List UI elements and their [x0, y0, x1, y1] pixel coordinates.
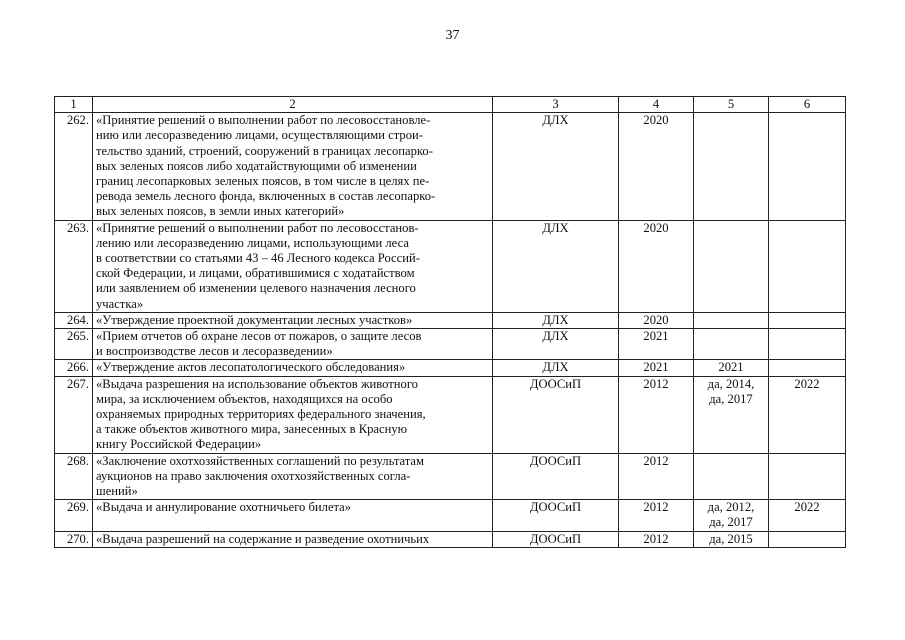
col6-value: 2022 [769, 500, 846, 531]
table-row [55, 113, 846, 220]
service-name-line: «Выдача разрешений на содержание и разведение охотничьих [96, 531, 430, 546]
col6-value [769, 453, 846, 500]
header-cell: 3 [493, 97, 619, 113]
service-name-line: охраняемых природных территориях федерального значения, [96, 407, 426, 422]
responsible-body: ДЛХ [493, 329, 619, 360]
service-name-line: нию или лесоразведению лицами, осуществляющими строи- [96, 128, 423, 143]
service-name [93, 360, 493, 376]
service-name-line: лению или лесоразведению лицами, использующими леса [96, 235, 409, 250]
service-name-line: «Выдача и аннулирование охотничьего билета» [96, 500, 352, 515]
service-name-line: в соответствии со статьями 43 – 46 Лесного кодекса Россий- [96, 251, 420, 266]
row-number: 268. [55, 453, 93, 500]
header-cell: 1 [55, 97, 93, 113]
year: 2012 [619, 500, 694, 531]
service-name-line: «Утверждение проектной документации лесных участков» [96, 312, 413, 327]
service-name [93, 500, 493, 531]
year: 2021 [619, 360, 694, 376]
table-row [55, 312, 846, 328]
header-cell: 2 [93, 97, 493, 113]
col5-value [694, 113, 769, 220]
service-name [93, 312, 493, 328]
service-name-line: аукционов на право заключения охотхозяйственных согла- [96, 468, 411, 483]
header-row [55, 97, 846, 113]
table-row [55, 531, 846, 547]
service-name [93, 220, 493, 312]
service-name-line: «Заключение охотхозяйственных соглашений по результатам [96, 453, 424, 468]
page-number: 37 [445, 28, 460, 43]
service-name-line: ревода земель лесного фонда, включенных в состав лесопарко- [96, 189, 436, 204]
service-name-line: или заявлением об изменении целевого назначения лесного [96, 281, 416, 296]
service-name-line: границ лесопарковых зеленых поясов, в том числе в целях пе- [96, 174, 430, 189]
year: 2012 [619, 453, 694, 500]
col5-value [694, 453, 769, 500]
row-number: 262. [55, 113, 93, 220]
row-number: 269. [55, 500, 93, 531]
col6-value: 2022 [769, 376, 846, 453]
table-row [55, 220, 846, 312]
year: 2021 [619, 329, 694, 360]
year: 2020 [619, 312, 694, 328]
col5-value: 2021 [694, 360, 769, 376]
responsible-body: ДООСиП [493, 531, 619, 547]
service-name-line: мира, за исключением объектов, находящихся на особо [96, 391, 393, 406]
col5-value [694, 312, 769, 328]
header-cell: 6 [769, 97, 846, 113]
service-name-line: вых зеленых поясов либо ходатайствующими об изменении [96, 158, 417, 173]
responsible-body: ДООСиП [493, 500, 619, 531]
table-row [55, 360, 846, 376]
service-name-line: книгу Российской Федерации» [96, 437, 262, 452]
service-name [93, 376, 493, 453]
table-row [55, 329, 846, 360]
col6-value [769, 220, 846, 312]
responsible-body: ДЛХ [493, 360, 619, 376]
year: 2020 [619, 113, 694, 220]
row-number: 266. [55, 360, 93, 376]
responsible-body: ДЛХ [493, 312, 619, 328]
service-name-line: «Принятие решений о выполнении работ по лесовосстановле- [96, 113, 431, 128]
col6-value [769, 329, 846, 360]
col5-value [694, 329, 769, 360]
service-name-line: а также объектов животного мира, занесенных в Красную [96, 422, 408, 437]
table-row [55, 500, 846, 531]
service-name [93, 531, 493, 547]
service-name-line: и воспроизводстве лесов и лесоразведении» [96, 344, 333, 359]
row-number: 263. [55, 220, 93, 312]
col5-value: да, 2015 [694, 531, 769, 547]
table-row [55, 376, 846, 453]
col6-value [769, 360, 846, 376]
row-number: 264. [55, 312, 93, 328]
table-row [55, 453, 846, 500]
responsible-body: ДООСиП [493, 453, 619, 500]
year: 2012 [619, 531, 694, 547]
col5-value: да, 2014, да, 2017 [694, 376, 769, 453]
col5-value: да, 2012, да, 2017 [694, 500, 769, 531]
responsible-body: ДЛХ [493, 220, 619, 312]
service-name-line: «Прием отчетов об охране лесов от пожаров, о защите лесов [96, 329, 422, 344]
service-name-line: «Принятие решений о выполнении работ по лесовосстанов- [96, 220, 419, 235]
service-name-line: шений» [96, 484, 138, 499]
service-name-line: ской Федерации, и лицами, обратившимися с ходатайством [96, 266, 415, 281]
service-name-line: тельство зданий, строений, сооружений в границах лесопарко- [96, 143, 433, 158]
service-name-line: «Утверждение актов лесопатологического обследования» [96, 360, 406, 375]
col6-value [769, 312, 846, 328]
row-number: 270. [55, 531, 93, 547]
year: 2012 [619, 376, 694, 453]
col6-value [769, 531, 846, 547]
responsible-body: ДООСиП [493, 376, 619, 453]
col6-value [769, 113, 846, 220]
header-cell: 5 [694, 97, 769, 113]
row-number: 267. [55, 376, 93, 453]
responsible-body: ДЛХ [493, 113, 619, 220]
year: 2020 [619, 220, 694, 312]
service-name [93, 113, 493, 220]
service-name-line: участка» [96, 296, 144, 311]
header-cell: 4 [619, 97, 694, 113]
col5-value [694, 220, 769, 312]
service-name [93, 453, 493, 500]
service-name [93, 329, 493, 360]
services-table [54, 96, 846, 548]
row-number: 265. [55, 329, 93, 360]
service-name-line: «Выдача разрешения на использование объектов животного [96, 376, 418, 391]
service-name-line: вых зеленых поясов, в земли иных категорий» [96, 204, 345, 219]
